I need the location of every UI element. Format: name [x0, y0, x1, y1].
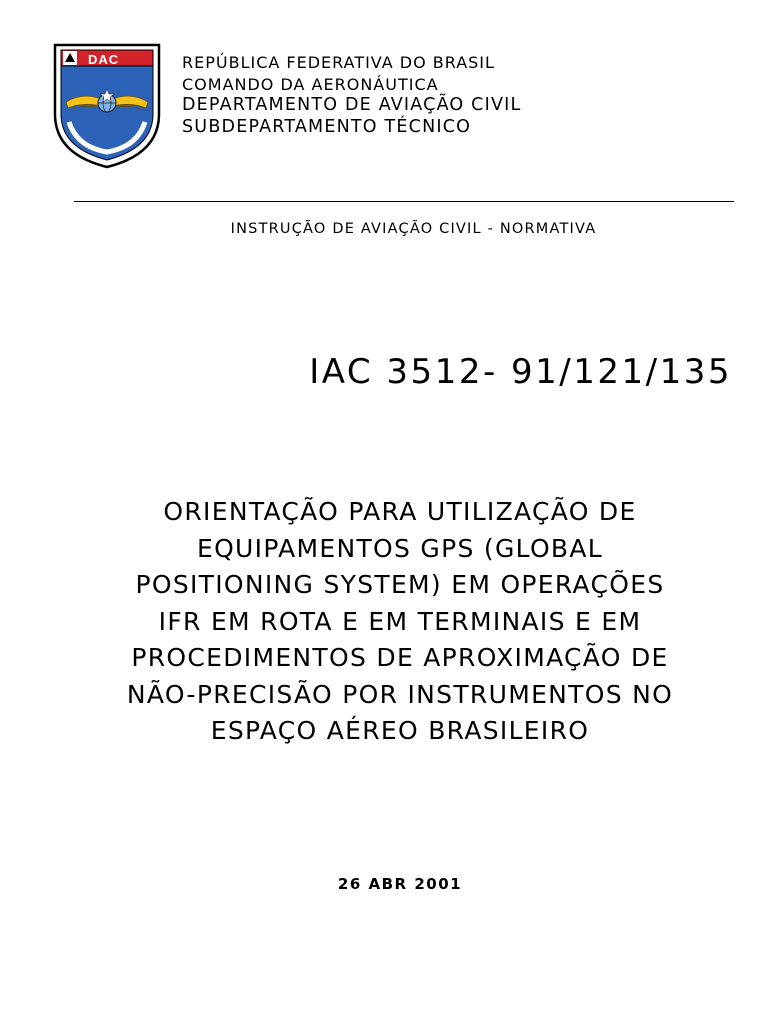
title-line: IFR EM ROTA E EM TERMINAIS E EM [158, 606, 642, 636]
title-line: POSITIONING SYSTEM) EM OPERAÇÕES [135, 570, 665, 599]
header-line-republic: REPÚBLICA FEDERATIVA DO BRASIL [182, 53, 495, 72]
title-line: ESPAÇO AÉREO BRASILEIRO [210, 716, 590, 745]
document-title [50, 494, 750, 750]
header-divider [74, 201, 734, 202]
header-line-subdepartment: SUBDEPARTAMENTO TÉCNICO [182, 116, 472, 137]
document-code: IAC 3512- 91/121/135 [309, 352, 732, 392]
title-line: PROCEDIMENTOS DE APROXIMAÇÃO DE [131, 643, 669, 672]
document-date: 26 ABR 2001 [337, 875, 463, 893]
header-line-command: COMANDO DA AERONÁUTICA [182, 74, 439, 94]
logo-text: DAC [88, 52, 120, 67]
header-line-department: DEPARTAMENTO DE AVIAÇÃO CIVIL [182, 95, 522, 115]
header-block [182, 52, 521, 138]
title-line: NÃO-PRECISÃO POR INSTRUMENTOS NO [126, 679, 674, 709]
dac-logo [52, 42, 162, 170]
title-line: ORIENTAÇÃO PARA UTILIZAÇÃO DE [163, 497, 637, 526]
title-line: EQUIPAMENTOS GPS (GLOBAL [196, 533, 604, 563]
document-type: INSTRUÇÃO DE AVIAÇÃO CIVIL - NORMATIVA [230, 221, 597, 237]
